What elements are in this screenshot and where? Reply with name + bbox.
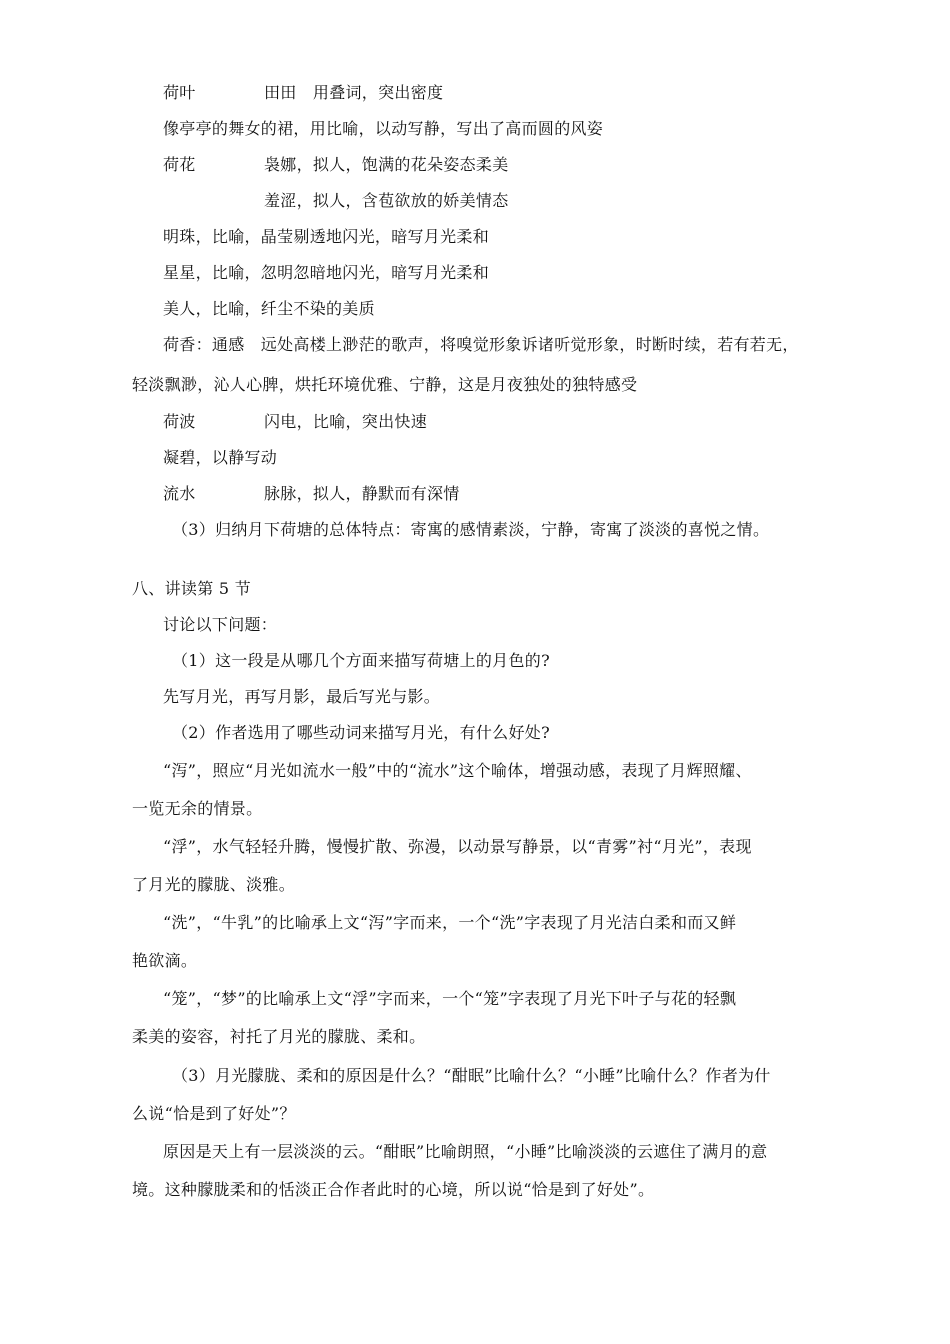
text-line: 讨论以下问题： <box>163 615 278 634</box>
term-lotus-flower: 荷花 <box>163 155 196 174</box>
term-lotus-wave: 荷波 <box>163 412 196 431</box>
text-line: 荷香：通感 远处高楼上渺茫的歌声，将嗅觉形象诉诸听觉形象，时断时续，若有若无， <box>163 335 799 354</box>
text-line: 美人，比喻，纤尘不染的美质 <box>163 299 375 318</box>
text-line: 柔美的姿容，衬托了月光的朦胧、柔和。 <box>132 1027 426 1046</box>
note-lotus-flower: 袅娜，拟人，饱满的花朵姿态柔美 <box>264 155 509 174</box>
note-lotus-wave: 闪电，比喻，突出快速 <box>264 412 428 431</box>
note-lotus-leaf: 田田 用叠词，突出密度 <box>264 83 444 102</box>
text-line: “洗”，“牛乳”的比喻承上文“泻”字而来，一个“洗”字表现了月光洁白柔和而又鲜 <box>163 913 737 932</box>
term-flowing-water: 流水 <box>163 484 196 503</box>
text-line: “笼”，“梦”的比喻承上文“浮”字而来，一个“笼”字表现了月光下叶子与花的轻飘 <box>163 989 737 1008</box>
question-line: （2）作者选用了哪些动词来描写月光，有什么好处? <box>172 723 550 742</box>
text-line: 境。这种朦胧柔和的恬淡正合作者此时的心境，所以说“恰是到了好处”。 <box>132 1180 655 1199</box>
text-line: 明珠，比喻，晶莹剔透地闪光，暗写月光柔和 <box>163 227 490 246</box>
question-line: （3）月光朦胧、柔和的原因是什么？“酣眠”比喻什么？“小睡”比喻什么？作者为什 <box>172 1066 771 1085</box>
answer-line: 先写月光，再写月影，最后写光与影。 <box>163 687 441 706</box>
text-line: （3）归纳月下荷塘的总体特点：寄寓的感情素淡，宁静，寄寓了淡淡的喜悦之情。 <box>172 520 770 539</box>
section-heading: 八、讲读第 5 节 <box>132 579 252 598</box>
text-line: 凝碧，以静写动 <box>163 448 278 467</box>
text-line: 像亭亭的舞女的裙，用比喻，以动写静，写出了高而圆的风姿 <box>163 119 604 138</box>
text-line: 一览无余的情景。 <box>132 799 263 818</box>
text-line: “浮”，水气轻轻升腾，慢慢扩散、弥漫，以动景写静景，以“青雾”衬“月光”，表现 <box>163 837 752 856</box>
text-line: 羞涩，拟人，含苞欲放的娇美情态 <box>264 191 509 210</box>
note-flowing-water: 脉脉，拟人，静默而有深情 <box>264 484 460 503</box>
text-line: 了月光的朦胧、淡雅。 <box>132 875 296 894</box>
text-line: 轻淡飘渺，沁人心脾，烘托环境优雅、宁静，这是月夜独处的独特感受 <box>132 375 638 394</box>
text-line: “泻”，照应“月光如流水一般”中的“流水”这个喻体，增强动感，表现了月辉照耀、 <box>163 761 752 780</box>
question-line: （1）这一段是从哪几个方面来描写荷塘上的月色的? <box>172 651 550 670</box>
text-line: 艳欲滴。 <box>132 951 198 970</box>
answer-line: 原因是天上有一层淡淡的云。“酣眠”比喻朗照，“小睡”比喻淡淡的云遮住了满月的意 <box>163 1142 768 1161</box>
text-line: 星星，比喻，忽明忽暗地闪光，暗写月光柔和 <box>163 263 490 282</box>
text-line: 么说“恰是到了好处”？ <box>132 1104 296 1123</box>
term-lotus-leaf: 荷叶 <box>163 83 196 102</box>
